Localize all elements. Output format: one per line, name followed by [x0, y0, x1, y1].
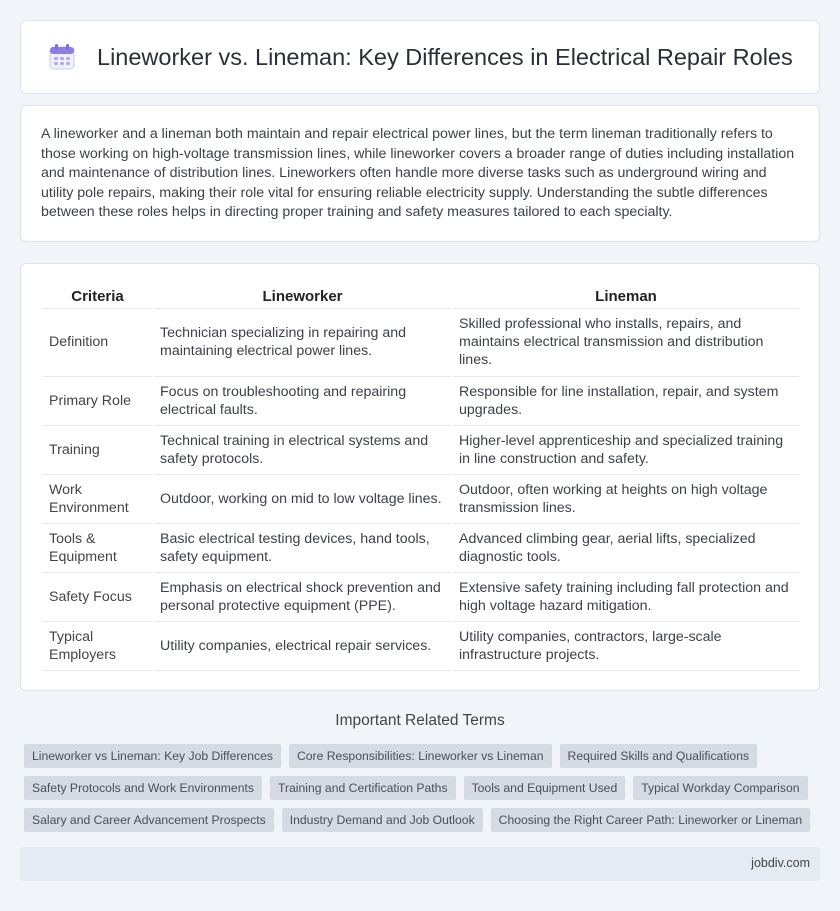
- related-terms: [24, 744, 824, 840]
- row-lineman: Higher-level apprenticeship and specialized training in line construction and safety.: [452, 425, 799, 474]
- row-lineworker: Emphasis on electrical shock prevention and personal protective equipment (PPE).: [153, 572, 452, 621]
- related-term-tag[interactable]: Typical Workday Comparison: [633, 776, 807, 800]
- row-lineman: Extensive safety training including fall protection and high voltage hazard mitigation.: [452, 572, 799, 621]
- tag-row: [24, 776, 824, 800]
- footer-site[interactable]: jobdiv.com: [751, 856, 810, 870]
- row-lineworker: Technician specializing in repairing and maintaining electrical power lines.: [153, 308, 452, 376]
- related-term-tag[interactable]: Choosing the Right Career Path: Lineworker or Lineman: [491, 808, 811, 832]
- footer: [20, 847, 820, 881]
- row-criteria: Tools & Equipment: [43, 523, 153, 572]
- comparison-card: [20, 263, 820, 691]
- header-criteria: Criteria: [43, 282, 153, 308]
- intro-card: [20, 105, 820, 242]
- page-title: Lineworker vs. Lineman: Key Differences in Electrical Repair Roles: [97, 43, 793, 70]
- table-row: [43, 523, 799, 572]
- related-term-tag[interactable]: Lineworker vs Lineman: Key Job Differences: [24, 744, 281, 768]
- row-lineman: Responsible for line installation, repair, and system upgrades.: [452, 376, 799, 425]
- calendar-icon: [47, 42, 77, 72]
- tag-row: [24, 808, 824, 832]
- table-row: [43, 376, 799, 425]
- table-header-row: [43, 282, 799, 308]
- row-criteria: Typical Employers: [43, 621, 153, 670]
- row-criteria: Work Environment: [43, 474, 153, 523]
- row-criteria: Training: [43, 425, 153, 474]
- row-criteria: Definition: [43, 308, 153, 376]
- related-term-tag[interactable]: Salary and Career Advancement Prospects: [24, 808, 274, 832]
- row-lineman: Utility companies, contractors, large-scale infrastructure projects.: [452, 621, 799, 670]
- table-row: [43, 425, 799, 474]
- related-term-tag[interactable]: Training and Certification Paths: [270, 776, 456, 800]
- related-terms-title: Important Related Terms: [335, 712, 505, 729]
- row-lineman: Advanced climbing gear, aerial lifts, specialized diagnostic tools.: [452, 523, 799, 572]
- table-row: [43, 308, 799, 376]
- table-row: [43, 621, 799, 670]
- row-criteria: Safety Focus: [43, 572, 153, 621]
- related-term-tag[interactable]: Tools and Equipment Used: [464, 776, 626, 800]
- tag-row: [24, 744, 824, 768]
- table-row: [43, 474, 799, 523]
- row-criteria: Primary Role: [43, 376, 153, 425]
- row-lineworker: Focus on troubleshooting and repairing electrical faults.: [153, 376, 452, 425]
- row-lineworker: Technical training in electrical systems and safety protocols.: [153, 425, 452, 474]
- row-lineworker: Utility companies, electrical repair services.: [153, 621, 452, 670]
- table-row: [43, 572, 799, 621]
- related-term-tag[interactable]: Safety Protocols and Work Environments: [24, 776, 262, 800]
- comparison-table: [43, 282, 799, 671]
- row-lineworker: Outdoor, working on mid to low voltage lines.: [153, 474, 452, 523]
- intro-paragraph: A lineworker and a lineman both maintain and repair electrical power lines, but the term lineman traditionally refers to those working on high-voltage transmission lines, while lineworker covers a broader range of duties including installation and maintenance of distribution lines. Lineworkers often handle more diverse tasks such as underground wiring and utility pole repairs, making their role vital for ensuring reliable electricity supply. Understanding the subtle differences between these roles helps in directing proper training and safety measures tailored to each specialty.: [41, 126, 795, 221]
- row-lineworker: Basic electrical testing devices, hand tools, safety equipment.: [153, 523, 452, 572]
- related-term-tag[interactable]: Required Skills and Qualifications: [560, 744, 758, 768]
- header-card: [20, 20, 820, 94]
- row-lineman: Outdoor, often working at heights on high voltage transmission lines.: [452, 474, 799, 523]
- header-lineman: Lineman: [452, 282, 799, 308]
- header-lineworker: Lineworker: [153, 282, 452, 308]
- related-term-tag[interactable]: Core Responsibilities: Lineworker vs Lineman: [289, 744, 552, 768]
- related-term-tag[interactable]: Industry Demand and Job Outlook: [282, 808, 483, 832]
- row-lineman: Skilled professional who installs, repairs, and maintains electrical transmission and distribution lines.: [452, 308, 799, 376]
